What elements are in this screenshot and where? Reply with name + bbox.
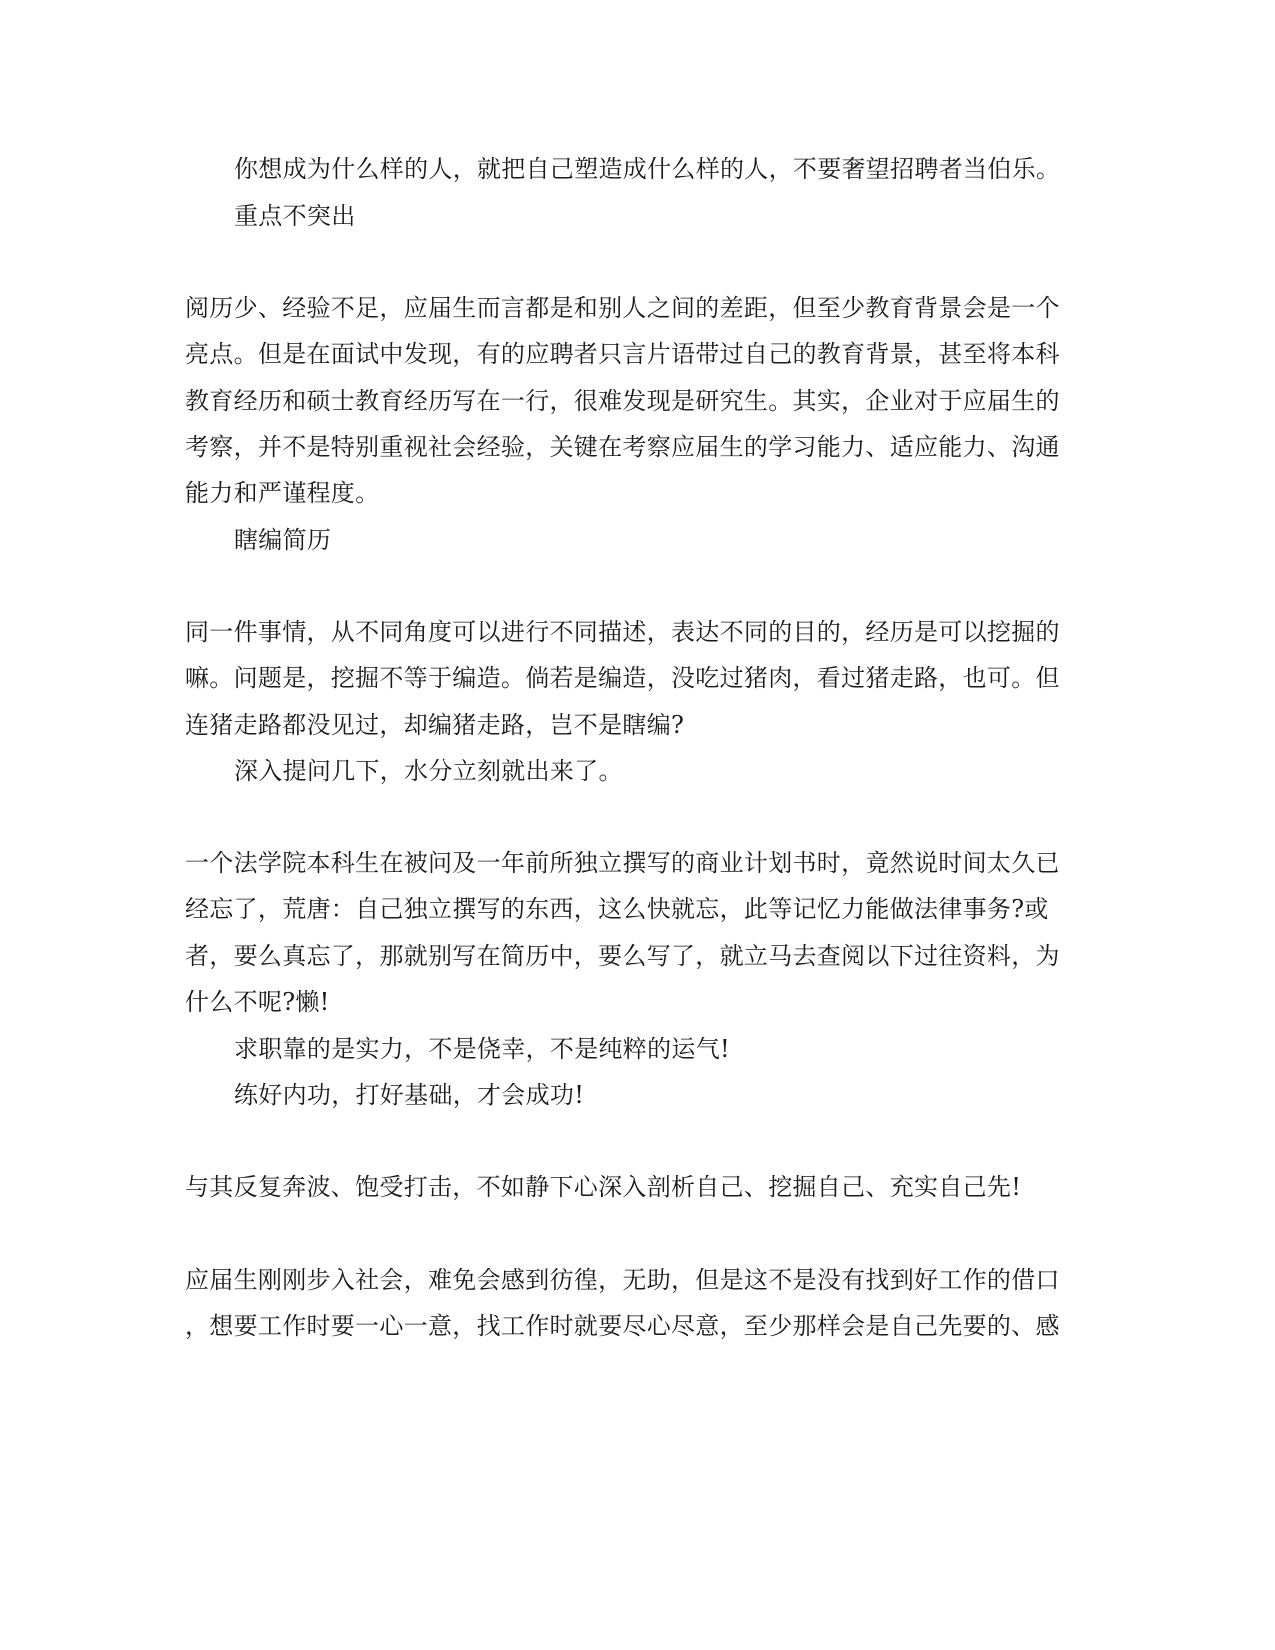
text-line: 亮点。但是在面试中发现，有的应聘者只言片语带过自己的教育背景，甚至将本科 — [185, 340, 1060, 368]
text-line: 你想成为什么样的人，就把自己塑造成什么样的人，不要奢望招聘者当伯乐。 — [234, 155, 1061, 183]
text-line: 求职靠的是实力，不是侥幸，不是纯粹的运气! — [234, 1035, 730, 1063]
text-line: 考察，并不是特别重视社会经验，关键在考察应届生的学习能力、适应能力、沟通 — [185, 433, 1060, 461]
text-line: 者，要么真忘了，那就别写在简历中，要么写了，就立马去查阅以下过往资料，为 — [185, 942, 1060, 970]
section-heading: 重点不突出 — [234, 202, 356, 230]
text-line: 能力和严谨程度。 — [185, 479, 380, 507]
text-line: 一个法学院本科生在被问及一年前所独立撰写的商业计划书时，竟然说时间太久已 — [185, 849, 1060, 877]
text-line: 与其反复奔波、饱受打击，不如静下心深入剖析自己、挖掘自己、充实自己先! — [185, 1173, 1022, 1201]
text-line: 同一件事情，从不同角度可以进行不同描述，表达不同的目的，经历是可以挖掘的 — [185, 618, 1060, 646]
text-line: 经忘了，荒唐：自己独立撰写的东西，这么快就忘，此等记忆力能做法律事务?或 — [185, 895, 1049, 923]
section-heading: 瞎编简历 — [234, 526, 332, 554]
text-line: 阅历少、经验不足，应届生而言都是和别人之间的差距，但至少教育背景会是一个 — [185, 294, 1060, 322]
text-line: 深入提问几下，水分立刻就出来了。 — [234, 757, 623, 785]
text-line: 练好内功，打好基础，才会成功! — [234, 1081, 585, 1109]
text-line: 教育经历和硕士教育经历写在一行，很难发现是研究生。其实，企业对于应届生的 — [185, 387, 1060, 415]
text-line: 什么不呢?懒! — [185, 988, 330, 1016]
text-line: ，想要工作时要一心一意，找工作时就要尽心尽意，至少那样会是自己先要的、感 — [185, 1312, 1060, 1340]
text-line: 连猪走路都没见过，却编猪走路，岂不是瞎编? — [185, 711, 685, 739]
text-line: 嘛。问题是，挖掘不等于编造。倘若是编造，没吃过猪肉，看过猪走路，也可。但 — [185, 664, 1060, 692]
text-line: 应届生刚刚步入社会，难免会感到彷徨，无助，但是这不是没有找到好工作的借口 — [185, 1266, 1060, 1294]
